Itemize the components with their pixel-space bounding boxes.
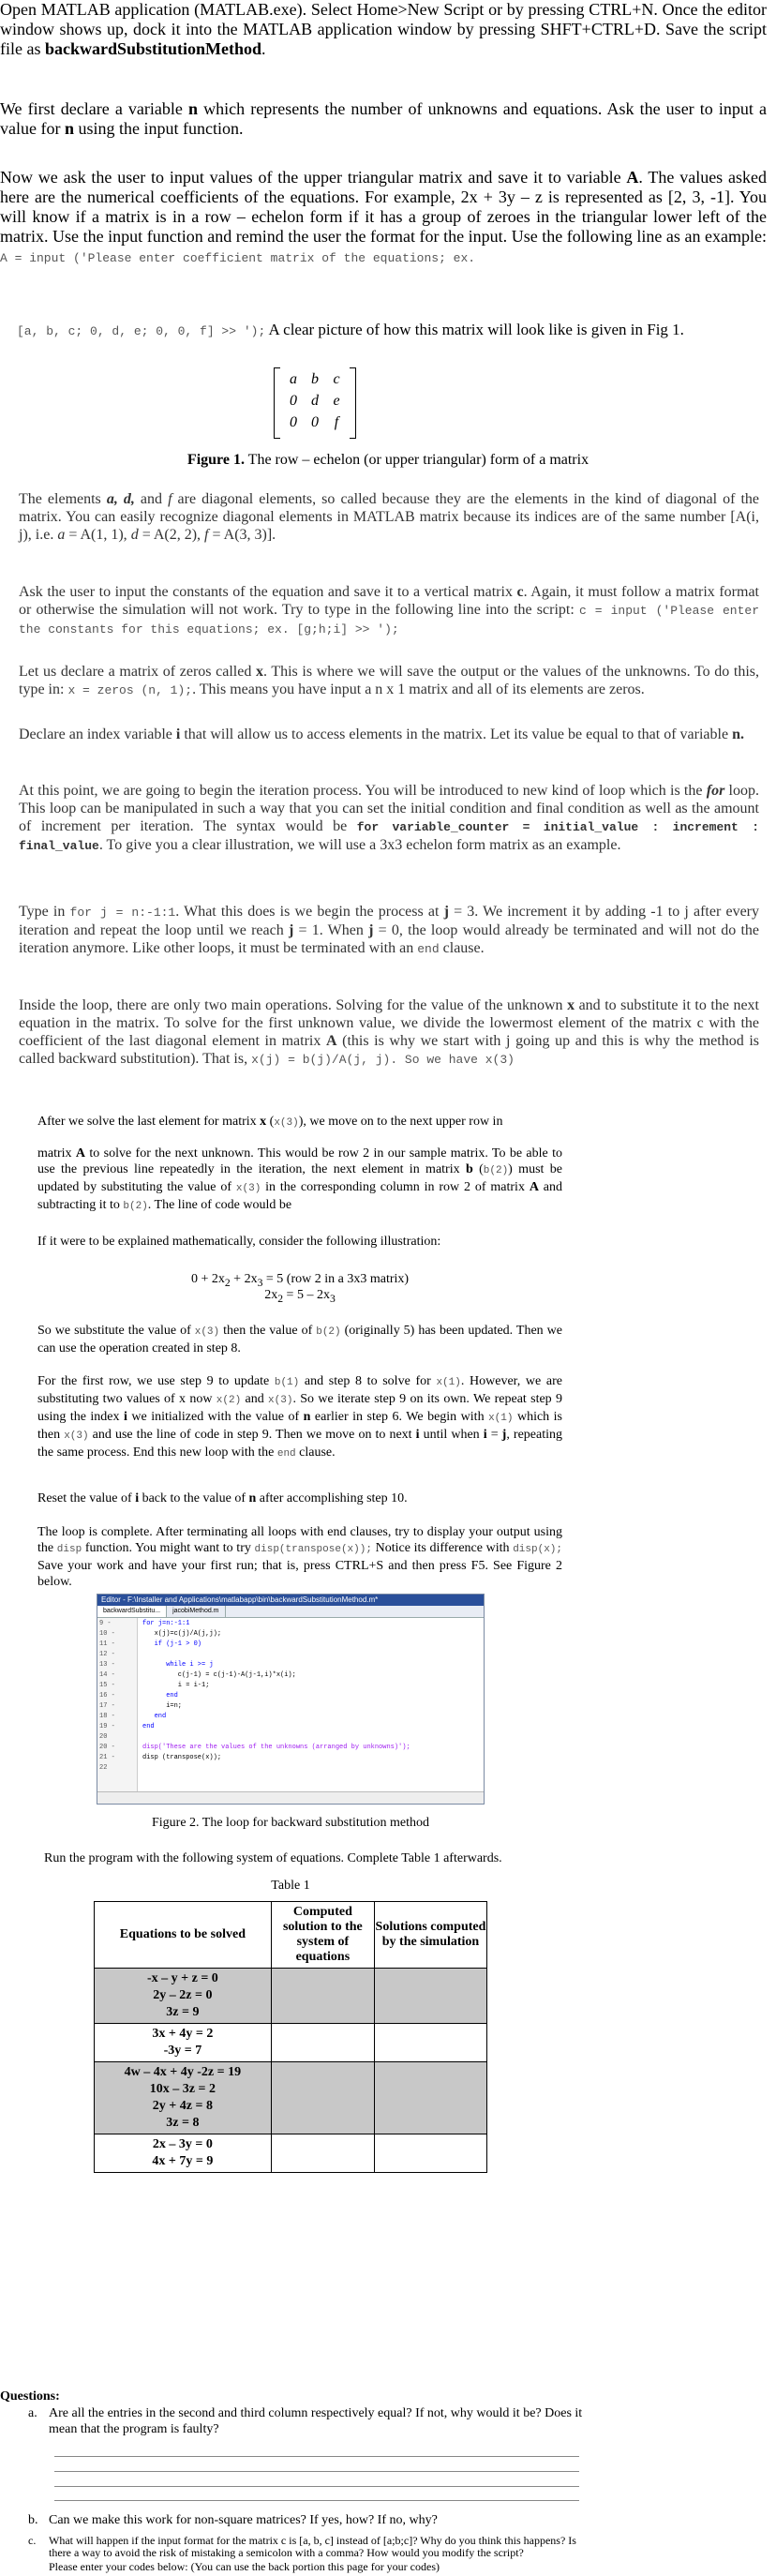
intro-paragraph-3: Now we ask the user to input values of the upper triangular matrix and save it to variable A. The values asked here are the numerical coefficients of the equations. For example, 2x + 3y – z is represented as [2, 3, -1]. You will know if a matrix is in a row – echelon form if it has a group of zeroes in the triangular lower left of the matrix. Use the input function and remind the user the format for the input. Use the following line as an example: A = input ('Please enter coefficient matrix of the equations; ex. [0,168,767,265]
table-row [95,1969,487,2024]
header-equations: Equations to be solved [95,1902,272,1969]
equation: 2x – 3y = 0 [152,2137,213,2151]
codes-footer: Please enter your codes below: (You can use the back portion this page for your codes) [49,2560,440,2573]
line-number: 11 - [99,1640,115,1648]
equation: 10x – 3z = 2 [149,2082,216,2096]
code-line[interactable]: x(j)=c(j)/A(j,j); [142,1630,222,1638]
line-number: 20 - [99,1744,115,1751]
line-number: 14 - [99,1671,115,1679]
equation: -3y = 7 [163,2044,202,2058]
code-line[interactable]: c(j-1) = c(j-1)-A(j-1,i)*x(i); [142,1671,296,1679]
editor-tabs [97,1606,484,1618]
first-row-paragraph: For the first row, we use step 9 to update b(1) and step 8 to solve for x(1). However, we are substituting two values of x now x(2) and x(3). So we iterate step 9 on its own. We repeat step 9 using the index i we initialized with the value of n earlier in step 6. We begin with x(1) which is then x(3) and use the line of code in step 9. Then we move on to next i until when i = j, repeating the same process. End this new loop with the end clause. [37,1374,563,1460]
code-line[interactable]: end [142,1713,167,1720]
code-line[interactable]: while i >= j [142,1661,214,1669]
answer-line[interactable] [54,2486,579,2487]
index-variable-paragraph: Declare an index variable i that will allow us to access elements in the matrix. Let its value be equal to that of variable n. [19,726,744,742]
answer-line[interactable] [54,2471,579,2472]
equation: 3z = 9 [166,2005,200,2019]
question-b-label: b. [28,2513,38,2527]
line-number: 13 - [99,1661,115,1669]
equation: 2y + 4z = 8 [152,2099,213,2113]
line-number: 21 - [99,1754,115,1761]
code-line[interactable]: disp('These are the values of the unknowns (arranged by unknowns)'); [142,1744,410,1751]
next-row-paragraph: matrix A to solve for the next unknown. This would be row 2 in our sample matrix. To be able to use the previous line repeatedly in the iteration, the next element in matrix b (b(2)) must be updated by substituting the value of x(3) in the corresponding column in row 2 of matrix A and subtracting it to b(2). The line of code would be [37,1146,563,1212]
simulation-solution-cell[interactable] [374,2062,486,2134]
right-bracket [350,367,356,439]
table-row [95,2134,487,2173]
matrix-cell: b [311,371,319,387]
equations-cell [95,1969,272,2024]
next-row-paragraph-line1: After we solve the last element for matrix x (x(3)), we move on to the next upper row in [37,1115,503,1129]
computed-solution-cell[interactable] [271,2062,374,2134]
code-line[interactable]: disp (transpose(x)); [142,1754,222,1761]
figure-1-caption: Figure 1. The row – echelon (or upper triangular) form of a matrix [187,452,589,468]
matrix-cell: 0 [290,393,297,409]
line-number: 12 - [99,1651,115,1658]
math-intro: If it were to be explained mathematically, consider the following illustration: [37,1235,441,1249]
script-filename: backwardSubstitutionMethod [44,39,262,58]
run-instruction: Run the program with the following system of equations. Complete Table 1 afterwards. [44,1851,502,1865]
table-row [95,2024,487,2062]
matlab-editor-screenshot [97,1594,485,1805]
computed-solution-cell[interactable] [271,1969,374,2024]
line-number: 15 - [99,1682,115,1689]
figure-2-caption: Figure 2. The loop for backward substitution method [151,1816,430,1830]
equation: 2y – 2z = 0 [153,1988,213,2002]
equation: 3z = 8 [166,2116,200,2130]
reset-paragraph: Reset the value of i back to the value of n after accomplishing step 10. [37,1491,408,1505]
answer-line[interactable] [54,2500,579,2501]
question-a-label: a. [28,2406,37,2420]
matrix-cell: c [333,371,340,387]
left-bracket [274,367,280,439]
computed-solution-cell[interactable] [271,2134,374,2173]
line-number: 20 [99,1733,108,1741]
tab-backward-substitution[interactable]: backwardSubstitu... [97,1606,167,1617]
intro-paragraph-1: Open MATLAB application (MATLAB.exe). Select Home>New Script or by pressing CTRL+N. Once the editor window shows up, dock it into the MATLAB application window by pressing SHFT+CTRL+D. Save the script file as backwardSubstitutionMethod. [0,0,767,58]
simulation-solution-cell[interactable] [374,1969,486,2024]
loop-operations-paragraph: Inside the loop, there are only two main operations. Solving for the value of the unknown x and to substitute it to the next equation in the matrix. To solve for the first unknown value, we divide the lowermost element of the matrix c with the coefficient of the last diagonal element in matrix A (this is why we start with j going up and this is why the method is called backward substitution). That is, x(j) = b(j)/A(j, j). So we have x(3) [19,997,760,1067]
equations-cell [95,2024,272,2062]
questions-heading: Questions: [0,2389,60,2404]
header-simulation-solution: Solutions computed by the simulation [374,1902,486,1969]
substitution-paragraph: So we substitute the value of x(3) then the value of b(2) (originally 5) has been updated. Then we can use the operation created in step 8. [37,1324,562,1355]
code-line[interactable]: if (j-1 > 0) [142,1640,202,1648]
question-a: Are all the entries in the second and third column respectively equal? If not, why would it be? Does it mean that the program is faulty? [49,2406,583,2436]
line-number: 18 - [99,1713,115,1720]
question-c-label: c. [28,2534,37,2547]
line-number: 17 - [99,1702,115,1710]
increment-paragraph: Type in for j = n:-1:1. What this does is we begin the process at j = 3. We increment it by adding -1 to j after every iteration and repeat the loop until we reach j = 1. When j = 0, the loop would already be terminated and will not do the iteration anymore. Like other loops, it must be terminated with an end clause. [19,904,760,956]
code-line[interactable]: end [142,1723,155,1730]
header-computed-solution: Computed solution to the system of equations [271,1902,374,1969]
math-line-2: $2x_2 = 5 - 2x_3$ [264,1288,336,1305]
line-number: 16 - [99,1692,115,1700]
equations-cell [95,2062,272,2134]
answer-line[interactable] [54,2456,579,2457]
equation: 4w – 4x + 4y -2z = 19 [124,2065,242,2079]
line-number: 9 - [99,1620,112,1627]
question-c: What will happen if the input format for the matrix c is [a, b, c] instead of [a;b;c]? Why do you think this happens? Is there a way to avoid the risk of mistaking a semicolon with a comma? How would you modify the script? [49,2534,576,2559]
line-number: 10 - [99,1630,115,1638]
editor-titlebar: Editor - F:\Installer and Applications\matlabapp\bin\backwardSubstitutionMethod.m* [97,1595,484,1606]
equations-cell [95,2134,272,2173]
code-line[interactable]: for j=n:-1:1 [142,1620,190,1627]
constants-paragraph: Ask the user to input the constants of the equation and save it to a vertical matrix c. Again, it must follow a matrix format or otherwise the simulation will not work. Try to type in the following line into the script: c = input ('Please enter the constants for this equations; ex. [g;h;i] >> '); [19,584,759,637]
matrix-cell: d [311,393,319,409]
table-1 [94,1901,487,2173]
horizontal-scrollbar[interactable] [97,1791,484,1804]
table-row [95,2062,487,2134]
simulation-solution-cell[interactable] [374,2024,486,2062]
matrix-cell: 0 [311,414,319,430]
line-number: 22 [99,1764,108,1772]
computed-solution-cell[interactable] [271,2024,374,2062]
tab-jacobi-method[interactable]: jacobiMethod.m [167,1606,225,1617]
equation: 4x + 7y = 9 [152,2154,214,2168]
math-line-1: $0 + 2x_2 + 2x_3 = 5$ (row 2 in a 3x3 matrix) [190,1272,410,1289]
equation: 3x + 4y = 2 [152,2027,214,2041]
matrix-cell: e [333,393,340,409]
code-line[interactable]: i = i-1; [142,1682,210,1689]
intro-paragraph-2: We first declare a variable n which represents the number of unknowns and equations. Ask the user to input a value for n using the input function. [0,99,768,138]
matrix-cell: 0 [290,414,297,430]
for-loop-paragraph: At this point, we are going to begin the iteration process. You will be introduced to new kind of loop which is the for loop. This loop can be manipulated in such a way that you can set the initial condition and final condition as well as the amount of increment per iteration. The syntax would be for variable_counter = initial_value : increment : final_value. To give you a clear illustration, we will use a 3x3 echelon form matrix as an example. [19,783,759,853]
echelon-matrix [274,367,356,437]
simulation-solution-cell[interactable] [374,2134,486,2173]
question-b: Can we make this work for non-square matrices? If yes, how? If no, why? [49,2513,438,2527]
code-line[interactable]: i=n; [142,1702,183,1710]
matrix-cell: a [290,371,297,387]
diagonal-elements-paragraph: The elements a, d, and f are diagonal elements, so called because they are the elements in the kind of diagonal of the matrix. You can easily recognize diagonal elements in MATLAB matrix because its indices are of the same number [A(i, j), i.e. a = A(1, 1), d = A(2, 2), f = A(3, 3)]. [19,491,759,543]
display-output-paragraph: The loop is complete. After terminating all loops with end clauses, try to display your output using the disp function. You might want to try disp(transpose(x)); Notice its difference with disp(x); Save your work and have your first run; that is, press CTRL+S and then press F5. See Figure 2 below. [37,1525,563,1589]
intro-paragraph-3-cont: [a, b, c; 0, d, e; 0, 0, f] >> '); A clear picture of how this matrix will look like is given in Fig 1. [17,321,684,338]
code-line[interactable]: end [142,1692,178,1700]
line-number: 19 - [99,1723,115,1730]
matrix-cell: f [334,414,339,430]
equation: -x – y + z = 0 [146,1971,218,1985]
table-1-title: Table 1 [271,1879,310,1893]
zeros-paragraph: Let us declare a matrix of zeros called x. This is where we will save the output or the values of the unknowns. To do this, type in: x = zeros (n, 1);. This means you have input a n x 1 matrix and all of its elements are zeros. [19,664,760,697]
